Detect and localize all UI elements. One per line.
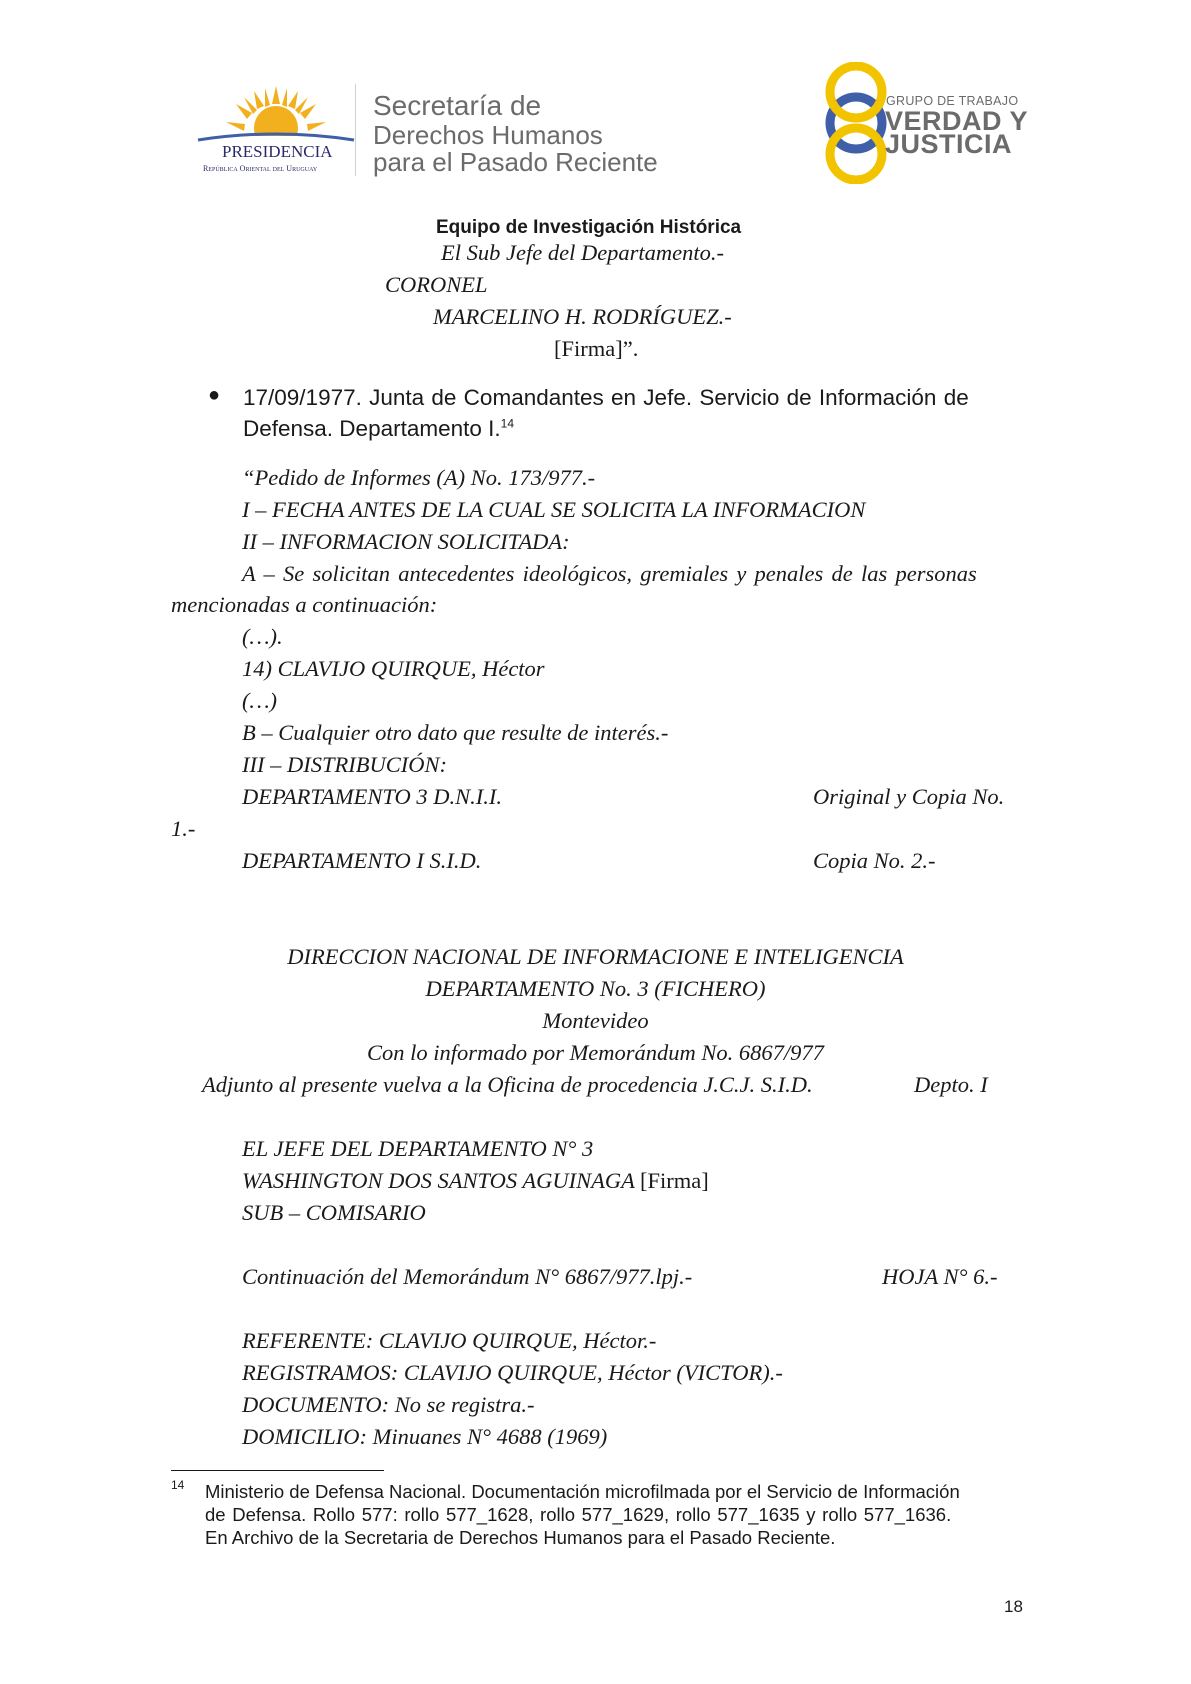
signature-line2: CORONEL <box>385 272 488 297</box>
bullet-line2 <box>243 416 514 442</box>
distribution-1-cont: 1.- <box>171 816 196 841</box>
request-line5: mencionadas a continuación: <box>171 592 438 617</box>
request-line8: (…) <box>242 688 277 713</box>
signature-line1: El Sub Jefe del Departamento.- <box>441 240 725 265</box>
jefe-line2 <box>242 1168 709 1194</box>
jefe-line1: EL JEFE DEL DEPARTAMENTO N° 3 <box>242 1136 594 1161</box>
sun-icon <box>196 82 356 144</box>
dnii-line2: DEPARTAMENTO No. 3 (FICHERO) <box>425 976 766 1001</box>
referente-line3: DOCUMENTO: No se registra.- <box>242 1392 535 1417</box>
continuacion-left: Continuación del Memorándum N° 6867/977.lpj.- <box>242 1264 693 1289</box>
signature-firma: [Firma]”. <box>554 336 639 361</box>
secretaria-line1: Secretaría de <box>373 90 542 121</box>
referente-line4: DOMICILIO: Minuanes N° 4688 (1969) <box>242 1424 608 1449</box>
distribution-2-right: Copia No. 2.- <box>813 848 936 873</box>
footnote-number: 14 <box>171 1478 185 1492</box>
footnote-divider <box>171 1470 384 1471</box>
distribution-1-right: Original y Copia No. <box>813 784 1005 809</box>
request-line3: II – INFORMACION SOLICITADA: <box>242 529 570 554</box>
jefe-firma: [Firma] <box>640 1168 709 1193</box>
header-divider <box>355 84 356 176</box>
dnii-line1: DIRECCION NACIONAL DE INFORMACIONE E INTELIGENCIA <box>287 944 904 969</box>
dnii-line3: Montevideo <box>542 1008 649 1033</box>
distribution-2-left: DEPARTAMENTO I S.I.D. <box>242 848 482 873</box>
bullet-line1: 17/09/1977. Junta de Comandantes en Jefe. Servicio de Información de <box>243 385 969 410</box>
continuacion-right: HOJA N° 6.- <box>882 1264 998 1289</box>
team-heading: Equipo de Investigación Histórica <box>436 217 742 238</box>
footnote-line3: En Archivo de la Secretaria de Derechos Humanos para el Pasado Reciente. <box>205 1527 836 1548</box>
distribution-1-left: DEPARTAMENTO 3 D.N.I.I. <box>242 784 503 809</box>
dnii-line4: Con lo informado por Memorándum No. 6867/977 <box>367 1040 824 1065</box>
referente-line2: REGISTRAMOS: CLAVIJO QUIRQUE, Héctor (VICTOR).- <box>242 1360 783 1385</box>
request-line10: III – DISTRIBUCIÓN: <box>242 752 447 777</box>
referente-line1: REFERENTE: CLAVIJO QUIRQUE, Héctor.- <box>242 1328 657 1353</box>
request-line7: 14) CLAVIJO QUIRQUE, Héctor <box>242 656 545 681</box>
request-line1: “Pedido de Informes (A) No. 173/977.- <box>242 465 596 490</box>
page-number: 18 <box>1004 1597 1023 1616</box>
grupo-line3: JUSTICIA <box>885 129 1013 159</box>
jefe-name: WASHINGTON DOS SANTOS AGUINAGA <box>242 1168 635 1193</box>
signature-line3: MARCELINO H. RODRÍGUEZ.- <box>433 304 732 329</box>
request-line4: A – Se solicitan antecedentes ideológicos, gremiales y penales de las personas <box>242 561 977 586</box>
presidencia-title: PRESIDENCIA <box>222 142 333 161</box>
presidencia-subtitle: República Oriental del Uruguay <box>203 164 318 173</box>
footnote-line2: de Defensa. Rollo 577: rollo 577_1628, rollo 577_1629, rollo 577_1635 y rollo 577_1636. <box>205 1504 952 1525</box>
grupo-line2: VERDAD Y <box>885 106 1029 136</box>
request-line9: B – Cualquier otro dato que resulte de interés.- <box>242 720 669 745</box>
bullet-dot: ● <box>208 384 221 406</box>
bullet-line2-text: Defensa. Departamento I. <box>243 416 501 441</box>
footnote-line1: Ministerio de Defensa Nacional. Documentación microfilmada por el Servicio de Información <box>205 1481 960 1502</box>
dnii-line5-right: Depto. I <box>914 1072 988 1097</box>
presidencia-logo <box>196 82 356 174</box>
request-line2: I – FECHA ANTES DE LA CUAL SE SOLICITA LA INFORMACION <box>242 497 866 522</box>
dnii-line5: Adjunto al presente vuelva a la Oficina de procedencia J.C.J. S.I.D. <box>202 1072 813 1097</box>
footnote-ref[interactable]: 14 <box>500 416 514 431</box>
grupo-line1: GRUPO DE TRABAJO <box>886 94 1019 108</box>
secretaria-line2: Derechos Humanos <box>373 120 603 150</box>
jefe-line3: SUB – COMISARIO <box>242 1200 426 1225</box>
secretaria-line3: para el Pasado Reciente <box>373 147 658 177</box>
request-line6: (…). <box>242 624 283 649</box>
